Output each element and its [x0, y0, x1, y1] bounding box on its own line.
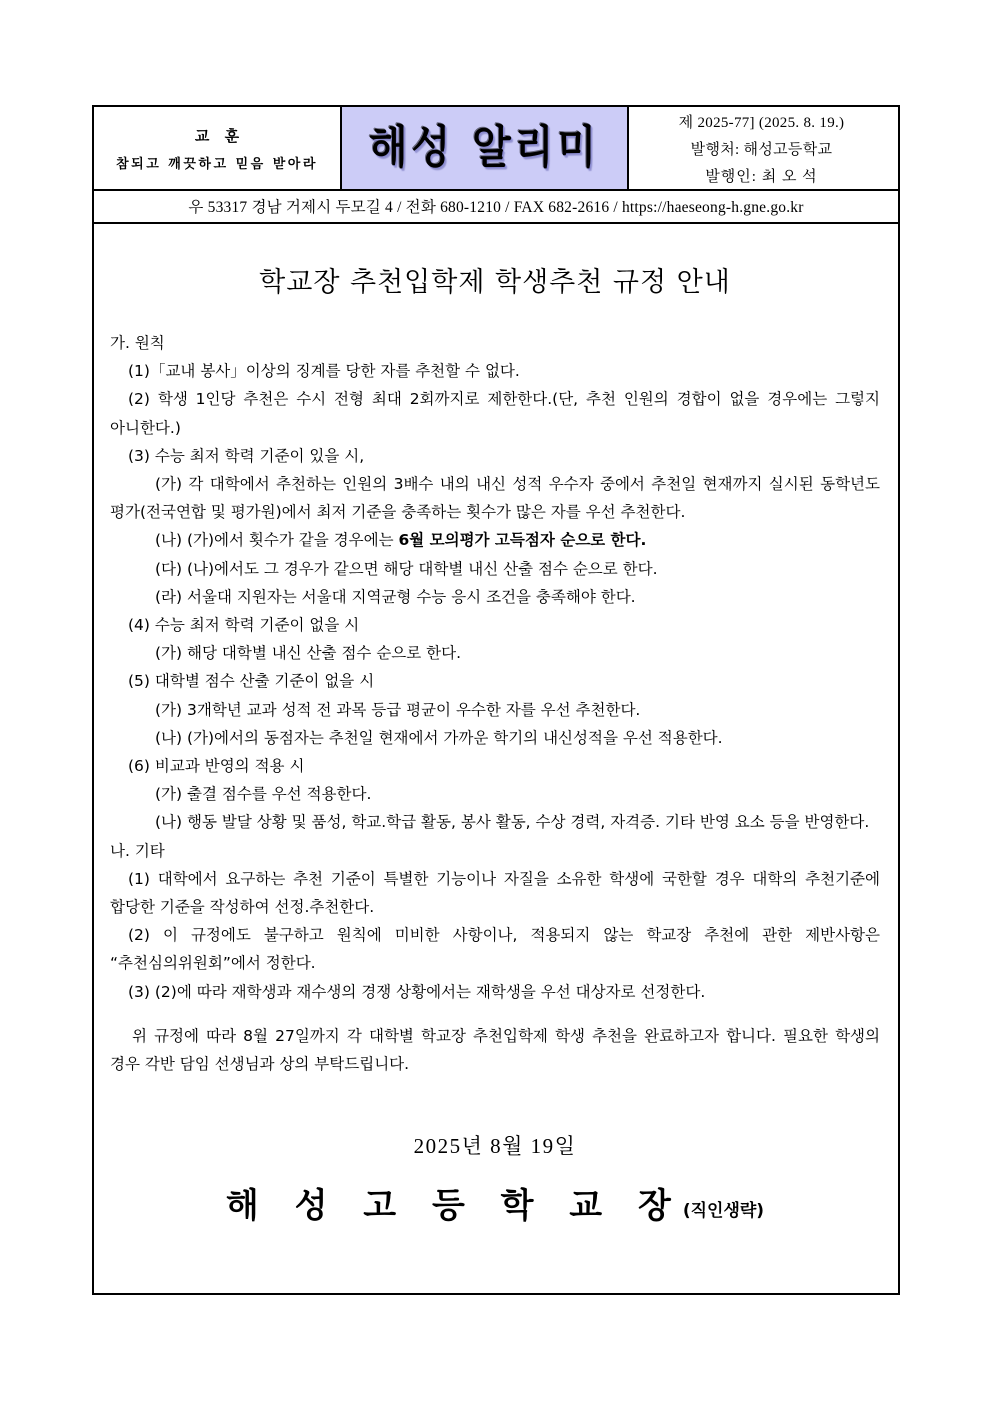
- item-a5-na: (나) (가)에서의 동점자는 추천일 현재에서 가까운 학기의 내신성적을 우선 적용한다.: [155, 728, 723, 747]
- item-b2: (2) 이 규정에도 불구하고 원칙에 미비한 사항이나, 적용되지 않는 학교장 추천에 관한 제반사항은 “추천심의위원회”에서 정한다.: [110, 926, 880, 973]
- section-heading-a: 가. 원칙: [110, 334, 165, 352]
- address-contact-bar: 우 53317 경남 거제시 두모길 4 / 전화 680-1210 / FAX 682-2616 / https://haeseong-h.gne.go.kr: [94, 191, 898, 224]
- banner-title: 해성 알리미: [368, 122, 601, 174]
- item-a3-ra: (라) 서울대 지원자는 서울대 지역균형 수능 응시 조건을 충족해야 한다.: [155, 587, 636, 606]
- item-a3-na-plain: (나) (가)에서 횟수가 같을 경우에는: [155, 531, 399, 550]
- item-a6: (6) 비교과 반영의 적용 시: [128, 757, 305, 776]
- item-a1: (1)「교내 봉사」이상의 징계를 당한 자를 추천할 수 없다.: [128, 362, 520, 381]
- masthead: [94, 107, 898, 191]
- item-a6-na: (나) 행동 발달 상황 및 품성, 학교.학급 활동, 봉사 활동, 수상 경력, 자격증. 기타 반영 요소 등을 반영한다.: [155, 813, 870, 832]
- document-body: [94, 224, 898, 1227]
- item-a3-da: (다) (나)에서도 그 경우가 같으면 해당 대학별 내신 산출 점수 순으로 한다.: [155, 559, 658, 578]
- item-a6-ga: (가) 출결 점수를 우선 적용한다.: [155, 785, 372, 804]
- publisher-org: 발행처: 해성고등학교: [690, 141, 833, 158]
- item-a2: (2) 학생 1인당 추천은 수시 전형 최대 2회까지로 제한한다.(단, 추천 인원의 경합이 없을 경우에는 그렇지 아니한다.): [110, 390, 880, 437]
- item-a3-na: [110, 526, 880, 554]
- signature-block: [110, 1178, 880, 1227]
- item-b1: (1) 대학에서 요구하는 추천 기준이 특별한 기능이나 자질을 소유한 학생에 국한할 경우 대학의 추천기준에 합당한 기준을 작성하여 선정.추천한다.: [110, 869, 880, 917]
- item-a3: (3) 수능 최저 학력 기준이 있을 시,: [128, 446, 365, 465]
- item-a3-ga: (가) 각 대학에서 추천하는 인원의 3배수 내의 내신 성적 우수자 중에서 추천일 현재까지 실시된 동학년도 평가(전국연합 및 평가원)에서 최저 기준을 충족하는 횟수가 많은 자를 우선 추천한다.: [110, 475, 880, 522]
- issue-date-line: 2025년 8월 19일: [413, 1134, 577, 1159]
- item-a4-ga: (가) 해당 대학별 내신 산출 점수 순으로 한다.: [155, 644, 462, 663]
- issue-info-block: [629, 107, 898, 189]
- item-a3-na-bold: 6월 모의평가 고득점자 순으로 한다.: [398, 531, 647, 550]
- closing-paragraph: 위 규정에 따라 8월 27일까지 각 대학별 학교장 추천입학제 학생 추천을 완료하고자 합니다. 필요한 학생의 경우 각반 담임 선생님과 상의 부탁드립니다.: [110, 1026, 880, 1074]
- newsletter-banner: [342, 107, 629, 189]
- item-a4: (4) 수능 최저 학력 기준이 없을 시: [128, 616, 360, 635]
- signature-name: 해 성 고 등 학 교 장: [225, 1186, 683, 1227]
- motto-text: 참되고 깨끗하고 믿음 받아라: [116, 156, 318, 172]
- item-b3: (3) (2)에 따라 재학생과 재수생의 경쟁 상황에서는 재학생을 우선 대상자로 선정한다.: [128, 982, 706, 1001]
- issue-number: 제 2025-77] (2025. 8. 19.): [678, 114, 845, 131]
- item-a5: (5) 대학별 점수 산출 기준이 없을 시: [128, 672, 375, 691]
- publisher-person: 발행인: 최 오 석: [705, 168, 818, 185]
- section-heading-b: 나. 기타: [110, 841, 165, 860]
- body-spacer: [110, 1006, 880, 1022]
- page-title: 학교장 추천입학제 학생추천 규정 안내: [259, 267, 731, 298]
- motto-label: 교 훈: [194, 126, 245, 145]
- school-motto-block: [94, 107, 342, 189]
- seal-omitted-note: (직인생략): [682, 1201, 765, 1222]
- item-a5-ga: (가) 3개학년 교과 성적 전 과목 등급 평균이 우수한 자를 우선 추천한다.: [155, 700, 641, 719]
- newsletter-page: [92, 105, 900, 1295]
